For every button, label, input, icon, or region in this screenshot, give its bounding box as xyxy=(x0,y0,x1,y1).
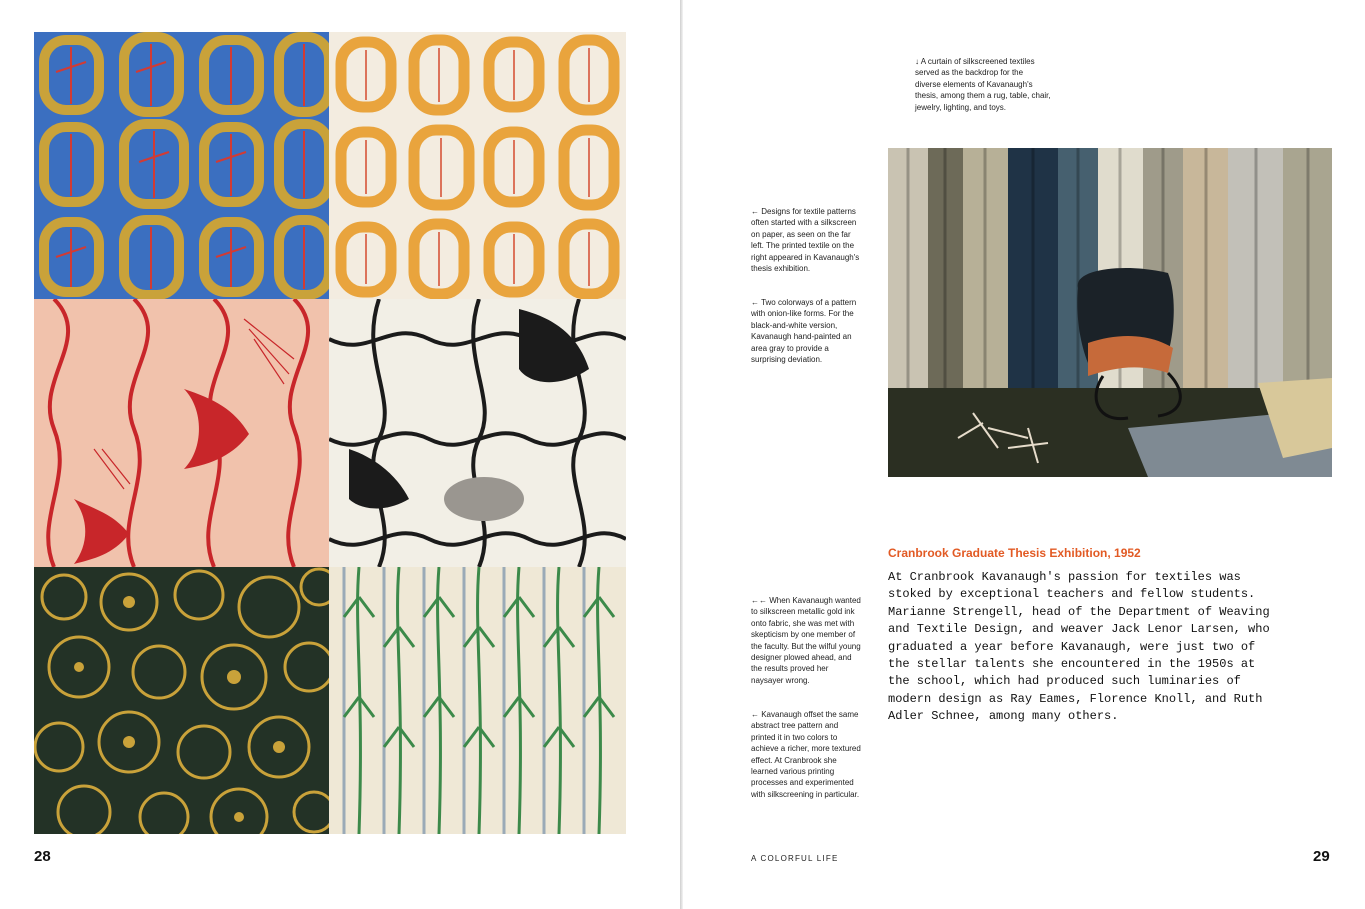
left-page xyxy=(0,0,680,909)
article-body: At Cranbrook Kavanaugh's passion for textiles was stoked by exceptional teachers and fellow students. Marianne Strengell, head of the Department of Weaving and Textile Design, and weaver Jack Lenor Larsen, who graduated a year before Kavanaugh, were just two of the stellar talents she encountered in the 1950s at the school, which had produced such luminaries of modern design as Ray Eames, Florence Knoll, and Ruth Adler Schnee, among many others. xyxy=(888,570,1270,724)
right-page xyxy=(683,0,1365,909)
page-number-left: 28 xyxy=(34,848,51,865)
black-white-onion-pattern-image xyxy=(329,299,626,567)
blue-gold-tree-pattern-image xyxy=(34,32,329,299)
caption-textile-designs: ← Designs for textile patterns often started with a silkscreen on paper, as seen on the far left. The printed textile on the right appeared in Kavanaugh's thesis exhibition. xyxy=(751,207,860,274)
caption-gold-ink: ←← When Kavanaugh wanted to silkscreen metallic gold ink onto fabric, she was met with skepticism by one member of the faculty. But the wilful young designer plowed ahead, and the results proved her naysayer wrong. xyxy=(751,596,861,685)
green-gray-tree-pattern-image xyxy=(329,567,626,834)
orange-tree-pattern-image xyxy=(329,32,626,299)
page-number-right: 29 xyxy=(1313,848,1330,865)
caption-exhibition-photo: ↓ A curtain of silkscreened textiles served as the backdrop for the diverse elements of Kavanaugh's thesis, among them a rug, table, chair, jewelry, lighting, and toys. xyxy=(915,57,1051,112)
gold-circles-pattern-image xyxy=(34,567,329,834)
section-heading: Cranbrook Graduate Thesis Exhibition, 1952 xyxy=(888,546,1141,560)
caption-onion-colorways: ← Two colorways of a pattern with onion-like forms. For the black-and-white version, Kavanaugh hand-painted an area gray to provide a surprising deviation. xyxy=(751,298,857,365)
textile-image-grid xyxy=(34,32,626,834)
caption-tree-pattern: ← Kavanaugh offset the same abstract tree pattern and printed it in two colors to achieve a richer, more textured effect. At Cranbrook she learned various printing processes and experimented with silkscreening in particular. xyxy=(751,710,861,799)
red-onion-pattern-image xyxy=(34,299,329,567)
exhibition-photo xyxy=(888,148,1332,477)
running-head: A COLORFUL LIFE xyxy=(751,854,839,863)
